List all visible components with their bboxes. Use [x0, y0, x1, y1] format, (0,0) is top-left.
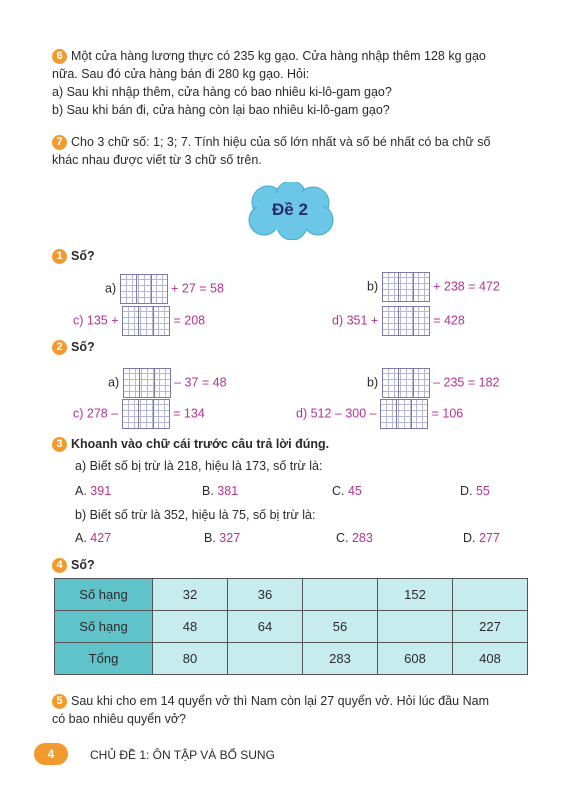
q3-a-option[interactable]: D. 55: [460, 484, 490, 498]
answer-box[interactable]: [122, 399, 170, 429]
answer-box[interactable]: [382, 368, 430, 398]
table-cell[interactable]: 56: [303, 611, 378, 643]
page-number: 4: [34, 743, 68, 765]
row-header: Tổng: [55, 643, 153, 675]
q3-b-option[interactable]: C. 283: [336, 531, 373, 545]
table-cell[interactable]: 408: [453, 643, 528, 675]
table-cell[interactable]: [453, 579, 528, 611]
table-cell[interactable]: [378, 611, 453, 643]
q2-c: c) 278 – = 134: [73, 399, 205, 429]
q3-b-option[interactable]: B. 327: [204, 531, 241, 545]
q3-a-option[interactable]: B. 381: [202, 484, 239, 498]
answer-box[interactable]: [122, 306, 170, 336]
exercise-text: Một cửa hàng lương thực có 235 kg gạo. Cửa hàng nhập thêm 128 kg gạo: [71, 49, 486, 63]
q1-a: a) + 27 = 58: [105, 274, 224, 304]
table-cell[interactable]: 227: [453, 611, 528, 643]
table-cell[interactable]: [228, 643, 303, 675]
chapter-title: CHỦ ĐỀ 1: ÔN TẬP VÀ BỔ SUNG: [90, 748, 275, 762]
exercise-text: Cho 3 chữ số: 1; 3; 7. Tính hiệu của số lớn nhất và số bé nhất có ba chữ số: [71, 135, 491, 149]
sum-table: [54, 578, 528, 675]
question-number-badge: 4: [52, 558, 67, 573]
table-row: [55, 579, 528, 611]
table-cell[interactable]: 32: [153, 579, 228, 611]
answer-box[interactable]: [120, 274, 168, 304]
table-cell[interactable]: 48: [153, 611, 228, 643]
question-3-title: 3 Khoanh vào chữ cái trước câu trả lời đúng.: [52, 435, 329, 453]
table-cell[interactable]: [303, 579, 378, 611]
answer-box[interactable]: [382, 272, 430, 302]
q3-b-text: b) Biết số trừ là 352, hiệu là 75, số bị trừ là:: [75, 508, 316, 522]
q1-c: c) 135 + = 208: [73, 306, 205, 336]
exercise-number-badge: 6: [52, 49, 67, 64]
exercise-number-badge: 7: [52, 135, 67, 150]
q2-d: d) 512 – 300 – = 106: [296, 399, 463, 429]
answer-box[interactable]: [123, 368, 171, 398]
row-header: Số hạng: [55, 579, 153, 611]
question-2-title: 2 Số?: [52, 338, 95, 356]
q3-b-option[interactable]: A. 427: [75, 531, 112, 545]
exercise-7: [52, 133, 490, 169]
table-cell[interactable]: 80: [153, 643, 228, 675]
q1-d: d) 351 + = 428: [332, 306, 465, 336]
exercise-text: a) Sau khi nhập thêm, cửa hàng có bao nhiêu ki-lô-gam gạo?: [52, 85, 392, 99]
question-5: [52, 692, 489, 728]
answer-box[interactable]: [380, 399, 428, 429]
exercise-text: nữa. Sau đó cửa hàng bán đi 280 kg gạo. Hỏi:: [52, 67, 310, 81]
q3-b-option[interactable]: D. 277: [463, 531, 500, 545]
question-4-title: 4 Số?: [52, 556, 95, 574]
section-title: Đề 2: [272, 200, 308, 219]
table-row: [55, 643, 528, 675]
table-cell[interactable]: 283: [303, 643, 378, 675]
exercise-6: [52, 47, 486, 119]
q3-a-text: a) Biết số bị trừ là 218, hiệu là 173, số trừ là:: [75, 459, 323, 473]
question-text: Sau khi cho em 14 quyển vở thì Nam còn lại 27 quyển vở. Hỏi lúc đầu Nam: [71, 694, 489, 708]
q1-b: b) + 238 = 472: [367, 272, 500, 302]
row-header: Số hạng: [55, 611, 153, 643]
exercise-text: b) Sau khi bán đi, cửa hàng còn lại bao nhiêu ki-lô-gam gạo?: [52, 103, 390, 117]
answer-box[interactable]: [382, 306, 430, 336]
question-number-badge: 1: [52, 249, 67, 264]
q2-b: b) – 235 = 182: [367, 368, 499, 398]
table-cell[interactable]: 64: [228, 611, 303, 643]
question-text: có bao nhiêu quyển vở?: [52, 712, 186, 726]
question-number-badge: 5: [52, 694, 67, 709]
exercise-text: khác nhau được viết từ 3 chữ số trên.: [52, 153, 262, 167]
table-cell[interactable]: 36: [228, 579, 303, 611]
table-cell[interactable]: 152: [378, 579, 453, 611]
question-1-title: 1 Số?: [52, 247, 95, 265]
q2-a: a) – 37 = 48: [108, 368, 227, 398]
question-number-badge: 3: [52, 437, 67, 452]
table-row: [55, 611, 528, 643]
q3-a-option[interactable]: C. 45: [332, 484, 362, 498]
q3-a-option[interactable]: A. 391: [75, 484, 112, 498]
section-title-cloud: [244, 182, 336, 240]
question-number-badge: 2: [52, 340, 67, 355]
table-cell[interactable]: 608: [378, 643, 453, 675]
